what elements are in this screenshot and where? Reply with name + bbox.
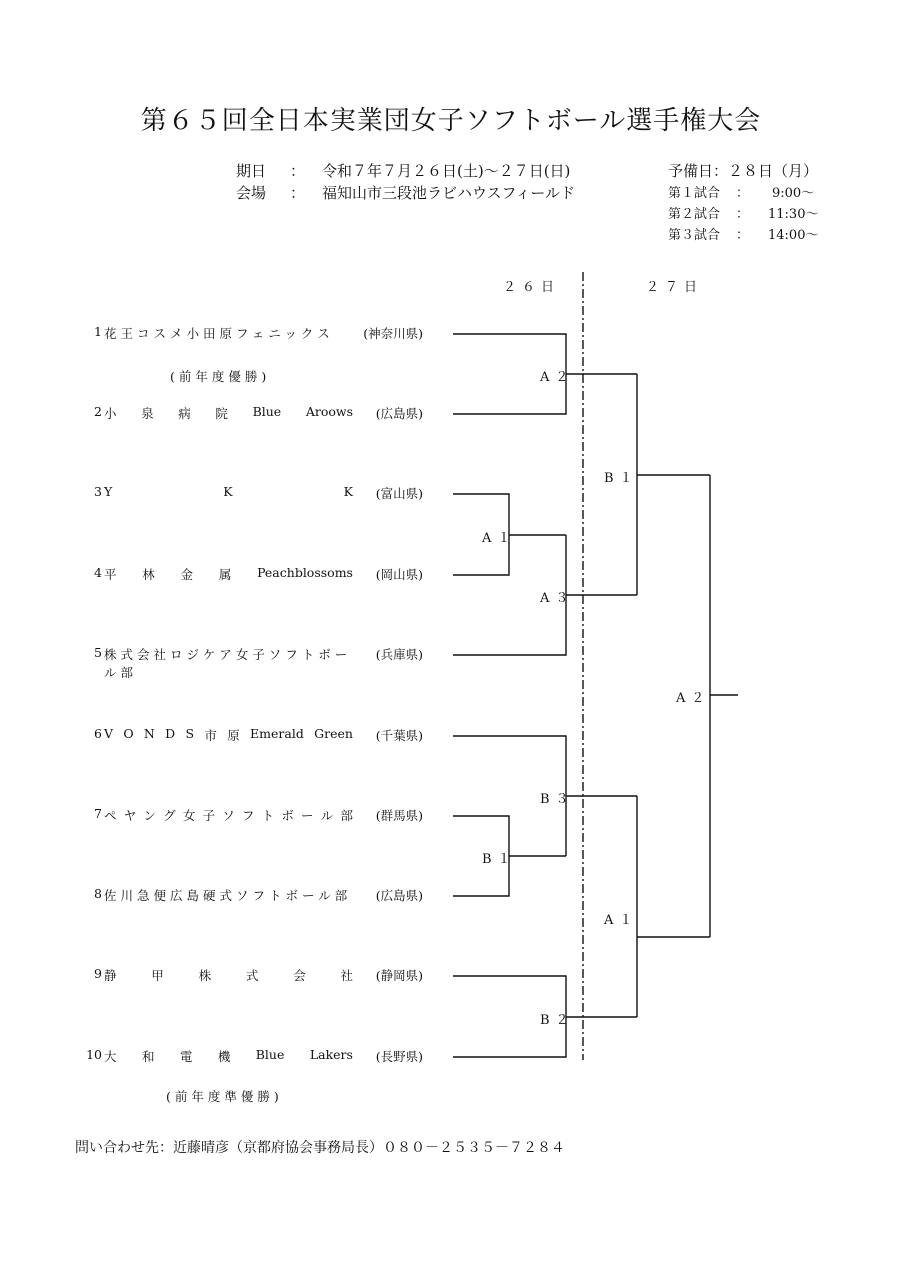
match-label-a1-day27: A１ [604, 913, 639, 928]
team-name-part: 平 [104, 567, 117, 582]
team-name-part: Y [104, 484, 113, 499]
game-1-label: 第１試合 [668, 186, 721, 201]
team-prefecture: (静岡県) [375, 968, 423, 983]
champion-note: (前年度優勝) [170, 369, 271, 384]
team-prefecture: (千葉県) [375, 728, 423, 743]
team-name-part: ソ [222, 808, 235, 823]
team-number: 6 [94, 726, 102, 741]
match-label-b1-day27: B１ [604, 471, 639, 486]
venue-label: 会場 [236, 184, 267, 202]
team-prefecture: (広島県) [375, 406, 423, 421]
team-number: 5 [94, 645, 102, 660]
team-name-part: N [143, 726, 155, 741]
runner-up-note: (前年度準優勝) [166, 1089, 283, 1104]
match-label-a3: A３ [540, 591, 575, 606]
team-number: 3 [94, 484, 102, 499]
venue-value: 福知山市三段池ラビハウスフィールド [322, 184, 576, 202]
team-name-part: V [104, 726, 114, 741]
game-1-colon: ： [736, 186, 750, 201]
team-prefecture: (群馬県) [375, 808, 423, 823]
game-2-colon: ： [736, 207, 750, 222]
team-name-part: 大 [104, 1049, 117, 1064]
team-name-part: 泉 [141, 406, 154, 421]
game-2-label: 第２試合 [668, 207, 721, 222]
day-header-27: ２７日 [646, 280, 704, 295]
game-3-colon: ： [736, 228, 750, 243]
team-number: 7 [94, 806, 102, 821]
team-name-part: 静 [104, 968, 117, 983]
day-header-26: ２６日 [503, 280, 561, 295]
team-name-part: ヤ [123, 808, 137, 823]
team-name-part: 林 [142, 567, 155, 582]
team-name-part: Peachblossoms [257, 565, 353, 580]
team-number: 2 [94, 404, 102, 419]
team-name-part: Blue [252, 404, 282, 419]
team-name-part: 機 [217, 1049, 231, 1064]
team-name-part: 病 [178, 406, 191, 421]
team-name-part: S [185, 726, 195, 741]
team-name-part: 株 [198, 968, 212, 983]
team-name-part: D [165, 726, 176, 741]
game-3-label: 第３試合 [668, 228, 721, 243]
team-name-part: 市 [204, 728, 217, 743]
team-name-part: 子 [202, 808, 216, 823]
team-number: 4 [94, 565, 102, 580]
team-name-part: 属 [218, 567, 232, 582]
match-label-b2: B２ [540, 1013, 575, 1028]
team-name-part: 電 [179, 1049, 193, 1064]
page-title: 第６５回全日本実業団女子ソフトボール選手権大会 [140, 106, 762, 136]
team-name-part: O [123, 726, 134, 741]
date-colon: ： [290, 162, 306, 180]
team-name-part: Green [314, 726, 353, 741]
team-name-part: Aroows [305, 404, 353, 419]
match-label-a1: A１ [482, 531, 517, 546]
match-label-a2: A２ [540, 370, 575, 385]
team-name-part: Lakers [309, 1047, 353, 1062]
team-name-part: 女 [182, 808, 196, 823]
game-2-time: 11:30～ [768, 207, 819, 222]
team-prefecture: (神奈川県) [363, 326, 423, 341]
team-name-part: K [343, 484, 353, 499]
team-name-part: グ [163, 808, 176, 823]
team-prefecture: (長野県) [375, 1049, 423, 1064]
reserve-day: 予備日：２８日（月） [668, 162, 819, 180]
team-prefecture: (富山県) [375, 486, 423, 501]
team-name-part: ン [143, 808, 156, 823]
team-name-part: ペ [104, 808, 117, 823]
venue-colon: ： [290, 184, 306, 202]
team-name-part: ル [320, 808, 334, 823]
team-name-part: 株式会社ロジケア女子ソフトボール部 [104, 647, 352, 680]
team-name-part: Blue [255, 1047, 285, 1062]
team-name-part: 小 [104, 406, 117, 421]
team-name-part: 社 [340, 968, 353, 983]
team-name-part: 佐川急便広島硬式ソフトボール部 [104, 888, 352, 903]
team-name-part: Emerald [250, 726, 304, 741]
match-label-final: A２ [676, 691, 711, 706]
team-name-part: K [223, 484, 233, 499]
team-prefecture: (兵庫県) [375, 647, 423, 662]
game-1-time: 9:00～ [772, 186, 815, 201]
date-value: 令和７年７月２６日(土)～２７日(日) [322, 162, 571, 180]
match-label-b3: B３ [540, 792, 575, 807]
team-number: 8 [94, 886, 102, 901]
team-name-part: 金 [180, 567, 194, 582]
team-number: 1 [94, 324, 102, 339]
team-name-part: ト [261, 808, 275, 823]
team-name-part: ー [301, 808, 314, 823]
team-name-part: 花王コスメ小田原フェニックス [104, 326, 334, 341]
team-name-part: 原 [227, 728, 240, 743]
team-name-part: 式 [245, 968, 259, 983]
match-label-b1: B１ [482, 852, 517, 867]
team-name-part: ボ [281, 808, 294, 823]
team-name-part: 甲 [151, 968, 164, 983]
team-name-part: 和 [141, 1049, 155, 1064]
team-prefecture: (広島県) [375, 888, 423, 903]
team-number: 9 [94, 966, 102, 981]
team-name-part: 部 [340, 808, 353, 823]
team-name-part: 院 [215, 406, 228, 421]
team-prefecture: (岡山県) [375, 567, 423, 582]
contact-footer: 問い合わせ先：近藤晴彦（京都府協会事務局長）０８０－２５３５－７２８４ [75, 1140, 565, 1156]
team-name-part: 会 [293, 968, 306, 983]
team-name-part: フ [241, 808, 255, 823]
date-label: 期日 [236, 162, 267, 180]
team-number: 10 [86, 1047, 102, 1062]
game-3-time: 14:00～ [768, 228, 819, 243]
